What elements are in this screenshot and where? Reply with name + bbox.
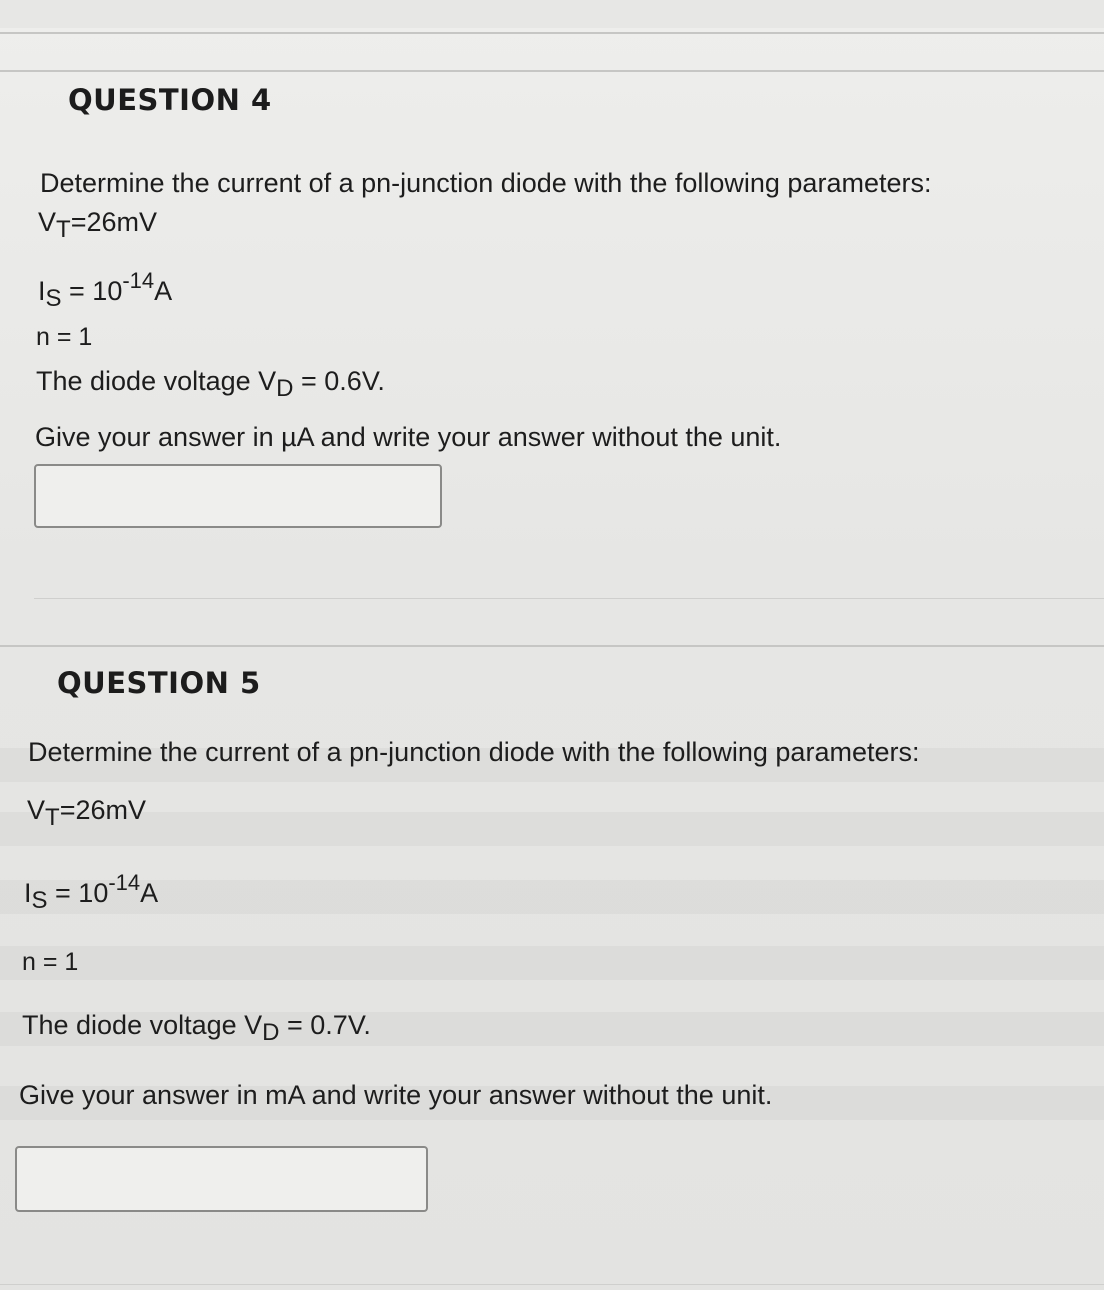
- background-stripe: [0, 812, 1104, 846]
- question-title: QUESTION 5: [57, 666, 261, 700]
- answer-instruction: Give your answer in mA and write your answer without the unit.: [19, 1080, 773, 1110]
- thermal-voltage: $V_T=26mV$: [27, 795, 146, 831]
- ideality-factor: n = 1: [36, 323, 93, 351]
- background-stripe: [0, 946, 1104, 980]
- diode-voltage: The diode voltage $V_D = 0.7V$.: [22, 1010, 371, 1046]
- divider: [0, 645, 1104, 647]
- divider: [0, 70, 1104, 72]
- thermal-voltage: $V_T=26mV$: [38, 207, 157, 243]
- question-prompt: Determine the current of a pn-junction diode with the following parameters:: [40, 168, 932, 198]
- ideality-factor: n = 1: [22, 948, 79, 976]
- background-stripe: [0, 880, 1104, 914]
- answer-instruction: Give your answer in µA and write your answer without the unit.: [35, 422, 782, 452]
- divider: [0, 1284, 1104, 1285]
- saturation-current: $I_S = 10^{-14}A$: [24, 870, 159, 914]
- answer-input[interactable]: [15, 1146, 428, 1212]
- answer-input[interactable]: [34, 464, 442, 528]
- divider: [0, 32, 1104, 34]
- question-prompt: Determine the current of a pn-junction diode with the following parameters:: [28, 737, 920, 767]
- header-strip: [0, 0, 1104, 28]
- divider: [34, 598, 1104, 599]
- question-title: QUESTION 4: [68, 83, 272, 117]
- diode-voltage: The diode voltage $V_D = 0.6V$.: [36, 366, 385, 402]
- saturation-current: $I_S = 10^{-14}A$: [38, 268, 173, 312]
